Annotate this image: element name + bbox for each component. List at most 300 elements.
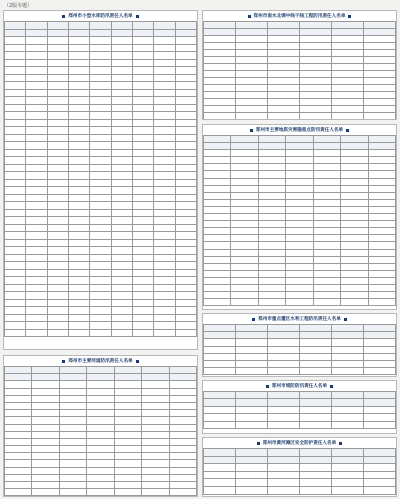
table-cell	[68, 134, 89, 142]
table-cell	[111, 82, 132, 90]
table-cell	[26, 134, 47, 142]
table-cell	[204, 178, 231, 185]
table-cell	[26, 119, 47, 127]
table-cell	[114, 424, 141, 431]
header-cell	[332, 22, 364, 29]
header-cell	[5, 22, 26, 30]
table-cell	[231, 185, 258, 192]
table-cell	[114, 482, 141, 489]
table-cell	[90, 292, 111, 300]
table-cell	[204, 284, 231, 291]
table-cell	[313, 235, 340, 242]
table-cell	[313, 284, 340, 291]
table-cell	[154, 82, 175, 90]
header-cell	[26, 22, 47, 30]
table-cell	[5, 134, 26, 142]
table-cell	[26, 52, 47, 60]
table-cell	[5, 402, 32, 409]
table-cell	[111, 179, 132, 187]
table-cell	[47, 247, 68, 255]
table-row	[204, 325, 396, 332]
table-cell	[364, 78, 396, 85]
table-row	[5, 239, 197, 247]
table-cell	[142, 460, 169, 467]
table-cell	[32, 438, 59, 445]
header-cell	[364, 22, 396, 29]
table-cell	[47, 329, 68, 337]
table-cell	[258, 206, 285, 213]
table-cell	[5, 194, 26, 202]
table-cell	[111, 284, 132, 292]
table-cell	[114, 438, 141, 445]
table-cell	[364, 99, 396, 106]
table-row	[204, 157, 396, 164]
table-cell	[341, 277, 368, 284]
table-cell	[114, 388, 141, 395]
table-cell	[313, 256, 340, 263]
table-cell	[59, 381, 86, 388]
table-row	[5, 474, 197, 481]
table-cell	[26, 37, 47, 45]
table-cell	[90, 37, 111, 45]
table-cell	[5, 269, 26, 277]
table-cell	[204, 214, 231, 221]
table-cell	[332, 36, 364, 43]
table-row	[204, 29, 396, 36]
table-cell	[47, 194, 68, 202]
table-cell	[300, 471, 332, 479]
table-cell	[26, 299, 47, 307]
table-cell	[111, 239, 132, 247]
table-cell	[368, 185, 395, 192]
table-row	[204, 43, 396, 50]
table-cell	[364, 36, 396, 43]
table-cell	[204, 486, 236, 494]
table-cell	[175, 239, 196, 247]
table-row	[204, 78, 396, 85]
table-cell	[204, 256, 231, 263]
header-cell	[142, 374, 169, 381]
table-cell	[68, 52, 89, 60]
table-cell	[87, 482, 114, 489]
table-cell	[169, 402, 196, 409]
table-cell	[169, 438, 196, 445]
table-row	[5, 374, 197, 381]
table-row	[204, 263, 396, 270]
table-cell	[300, 50, 332, 57]
table-cell	[68, 224, 89, 232]
table-row	[5, 217, 197, 225]
dike-table	[203, 391, 396, 429]
south-water-panel	[202, 10, 397, 120]
table-cell	[90, 187, 111, 195]
table-row	[5, 482, 197, 489]
header-cell	[236, 29, 268, 36]
table-cell	[5, 262, 26, 270]
table-cell	[47, 232, 68, 240]
table-cell	[32, 402, 59, 409]
table-cell	[341, 192, 368, 199]
table-cell	[5, 112, 26, 120]
geohazard-panel	[202, 124, 397, 310]
table-cell	[175, 149, 196, 157]
table-cell	[87, 388, 114, 395]
table-cell	[169, 474, 196, 481]
table-cell	[341, 157, 368, 164]
table-cell	[364, 85, 396, 92]
table-cell	[332, 64, 364, 71]
table-cell	[204, 464, 236, 472]
table-cell	[204, 479, 236, 487]
irrigation-table	[203, 324, 396, 375]
table-cell	[332, 71, 364, 78]
table-cell	[364, 406, 396, 413]
table-cell	[368, 292, 395, 299]
table-cell	[59, 388, 86, 395]
table-cell	[368, 199, 395, 206]
table-cell	[142, 381, 169, 388]
table-cell	[154, 112, 175, 120]
table-cell	[154, 74, 175, 82]
table-cell	[47, 322, 68, 330]
table-cell	[90, 194, 111, 202]
table-cell	[368, 242, 395, 249]
table-cell	[231, 221, 258, 228]
table-cell	[32, 489, 59, 496]
table-cell	[313, 299, 340, 306]
table-cell	[142, 489, 169, 496]
table-cell	[268, 368, 300, 375]
table-cell	[154, 97, 175, 105]
table-cell	[169, 482, 196, 489]
table-cell	[236, 339, 268, 346]
table-cell	[175, 307, 196, 315]
table-cell	[175, 119, 196, 127]
table-cell	[87, 446, 114, 453]
table-cell	[341, 221, 368, 228]
table-cell	[142, 410, 169, 417]
table-cell	[47, 67, 68, 75]
table-cell	[268, 57, 300, 64]
table-cell	[68, 89, 89, 97]
table-cell	[154, 127, 175, 135]
table-row	[5, 187, 197, 195]
table-cell	[258, 157, 285, 164]
table-cell	[68, 187, 89, 195]
table-cell	[111, 209, 132, 217]
table-cell	[332, 346, 364, 353]
table-cell	[368, 256, 395, 263]
table-cell	[132, 104, 153, 112]
table-cell	[154, 262, 175, 270]
table-cell	[364, 479, 396, 487]
table-cell	[47, 217, 68, 225]
table-row	[204, 270, 396, 277]
table-cell	[175, 59, 196, 67]
table-cell	[90, 314, 111, 322]
dike-title: 郑州市堤防防汛责任人名单	[203, 381, 396, 391]
table-cell	[154, 277, 175, 285]
table-cell	[132, 157, 153, 165]
table-cell	[236, 71, 268, 78]
table-cell	[90, 329, 111, 337]
table-cell	[111, 172, 132, 180]
table-row	[5, 395, 197, 402]
table-cell	[26, 307, 47, 315]
table-row	[5, 232, 197, 240]
table-cell	[204, 221, 231, 228]
header-cell	[111, 29, 132, 37]
header-cell	[236, 325, 268, 332]
table-cell	[341, 256, 368, 263]
table-cell	[5, 453, 32, 460]
table-cell	[59, 438, 86, 445]
table-cell	[364, 92, 396, 99]
table-cell	[204, 206, 231, 213]
table-cell	[204, 249, 231, 256]
table-cell	[204, 353, 236, 360]
table-cell	[5, 247, 26, 255]
dike-panel	[202, 380, 397, 434]
table-cell	[154, 232, 175, 240]
table-cell	[111, 74, 132, 82]
table-cell	[204, 277, 231, 284]
table-cell	[90, 67, 111, 75]
table-cell	[132, 299, 153, 307]
table-cell	[114, 395, 141, 402]
table-row	[5, 446, 197, 453]
table-cell	[313, 157, 340, 164]
table-cell	[268, 50, 300, 57]
header-cell	[332, 332, 364, 339]
table-cell	[142, 438, 169, 445]
table-cell	[154, 149, 175, 157]
table-cell	[132, 284, 153, 292]
table-row	[5, 164, 197, 172]
table-cell	[231, 284, 258, 291]
table-cell	[5, 395, 32, 402]
table-cell	[68, 284, 89, 292]
table-cell	[364, 43, 396, 50]
header-cell	[236, 456, 268, 464]
table-cell	[300, 71, 332, 78]
header-cell	[47, 29, 68, 37]
header-cell	[132, 29, 153, 37]
table-row	[204, 64, 396, 71]
table-cell	[59, 482, 86, 489]
table-cell	[231, 171, 258, 178]
table-cell	[364, 464, 396, 472]
table-cell	[90, 97, 111, 105]
table-cell	[47, 299, 68, 307]
table-cell	[47, 119, 68, 127]
table-cell	[286, 256, 313, 263]
table-cell	[175, 172, 196, 180]
header-cell	[114, 374, 141, 381]
table-cell	[132, 74, 153, 82]
header-cell	[313, 143, 340, 150]
table-cell	[132, 67, 153, 75]
table-cell	[154, 254, 175, 262]
header-cell	[258, 143, 285, 150]
header-cell	[231, 136, 258, 143]
table-cell	[313, 277, 340, 284]
table-cell	[90, 232, 111, 240]
table-cell	[236, 113, 268, 120]
table-cell	[68, 209, 89, 217]
table-cell	[175, 202, 196, 210]
table-cell	[154, 164, 175, 172]
table-cell	[90, 59, 111, 67]
table-cell	[258, 270, 285, 277]
table-cell	[111, 299, 132, 307]
table-cell	[313, 206, 340, 213]
table-cell	[5, 381, 32, 388]
table-cell	[132, 172, 153, 180]
table-cell	[236, 78, 268, 85]
table-row	[5, 142, 197, 150]
table-cell	[87, 467, 114, 474]
table-cell	[132, 149, 153, 157]
table-cell	[204, 106, 236, 113]
table-cell	[26, 179, 47, 187]
table-cell	[169, 460, 196, 467]
table-cell	[231, 206, 258, 213]
table-cell	[154, 179, 175, 187]
table-cell	[47, 224, 68, 232]
table-row	[5, 157, 197, 165]
table-cell	[87, 453, 114, 460]
table-cell	[332, 99, 364, 106]
table-cell	[26, 277, 47, 285]
table-cell	[268, 479, 300, 487]
table-cell	[154, 307, 175, 315]
table-cell	[26, 74, 47, 82]
table-cell	[5, 322, 26, 330]
header-cell	[300, 332, 332, 339]
table-row	[5, 149, 197, 157]
table-cell	[5, 314, 26, 322]
table-cell	[154, 134, 175, 142]
table-cell	[142, 474, 169, 481]
table-cell	[332, 50, 364, 57]
table-cell	[5, 446, 32, 453]
header-cell	[332, 29, 364, 36]
table-cell	[154, 269, 175, 277]
table-row	[5, 417, 197, 424]
table-cell	[47, 172, 68, 180]
table-cell	[236, 421, 268, 428]
header-cell	[286, 136, 313, 143]
table-cell	[300, 36, 332, 43]
table-cell	[332, 360, 364, 367]
table-row	[204, 360, 396, 367]
header-cell	[300, 449, 332, 457]
table-cell	[332, 43, 364, 50]
table-cell	[59, 402, 86, 409]
table-cell	[68, 307, 89, 315]
table-cell	[111, 202, 132, 210]
table-cell	[332, 464, 364, 472]
table-cell	[154, 52, 175, 60]
table-row	[204, 256, 396, 263]
table-cell	[231, 199, 258, 206]
table-cell	[268, 85, 300, 92]
table-cell	[300, 346, 332, 353]
header-cell	[5, 367, 32, 374]
table-cell	[332, 113, 364, 120]
table-cell	[236, 43, 268, 50]
table-row	[5, 37, 197, 45]
table-row	[5, 52, 197, 60]
table-cell	[90, 254, 111, 262]
table-cell	[286, 214, 313, 221]
table-row	[5, 22, 197, 30]
table-cell	[175, 179, 196, 187]
table-row	[5, 314, 197, 322]
table-row	[204, 332, 396, 339]
table-cell	[114, 410, 141, 417]
table-cell	[87, 410, 114, 417]
table-cell	[68, 179, 89, 187]
table-cell	[258, 249, 285, 256]
table-cell	[59, 410, 86, 417]
table-cell	[68, 172, 89, 180]
table-cell	[59, 424, 86, 431]
table-cell	[5, 438, 32, 445]
table-cell	[204, 85, 236, 92]
table-cell	[236, 353, 268, 360]
table-row	[5, 127, 197, 135]
table-cell	[90, 127, 111, 135]
river-table	[4, 366, 197, 496]
table-cell	[90, 164, 111, 172]
table-cell	[47, 59, 68, 67]
table-row	[5, 224, 197, 232]
table-cell	[132, 52, 153, 60]
table-cell	[154, 239, 175, 247]
table-cell	[204, 406, 236, 413]
header-cell	[332, 449, 364, 457]
table-cell	[154, 59, 175, 67]
table-cell	[368, 263, 395, 270]
table-cell	[5, 424, 32, 431]
table-cell	[204, 292, 231, 299]
table-cell	[313, 185, 340, 192]
header-cell	[332, 392, 364, 399]
table-cell	[364, 71, 396, 78]
table-cell	[332, 106, 364, 113]
table-cell	[114, 474, 141, 481]
table-cell	[132, 202, 153, 210]
table-cell	[154, 292, 175, 300]
table-cell	[87, 474, 114, 481]
table-cell	[5, 307, 26, 315]
table-cell	[111, 194, 132, 202]
table-cell	[32, 388, 59, 395]
table-cell	[5, 202, 26, 210]
table-cell	[268, 113, 300, 120]
table-cell	[364, 368, 396, 375]
table-cell	[368, 235, 395, 242]
table-cell	[154, 247, 175, 255]
table-cell	[90, 269, 111, 277]
table-cell	[26, 59, 47, 67]
table-cell	[286, 199, 313, 206]
table-cell	[26, 224, 47, 232]
table-cell	[132, 112, 153, 120]
table-cell	[332, 421, 364, 428]
